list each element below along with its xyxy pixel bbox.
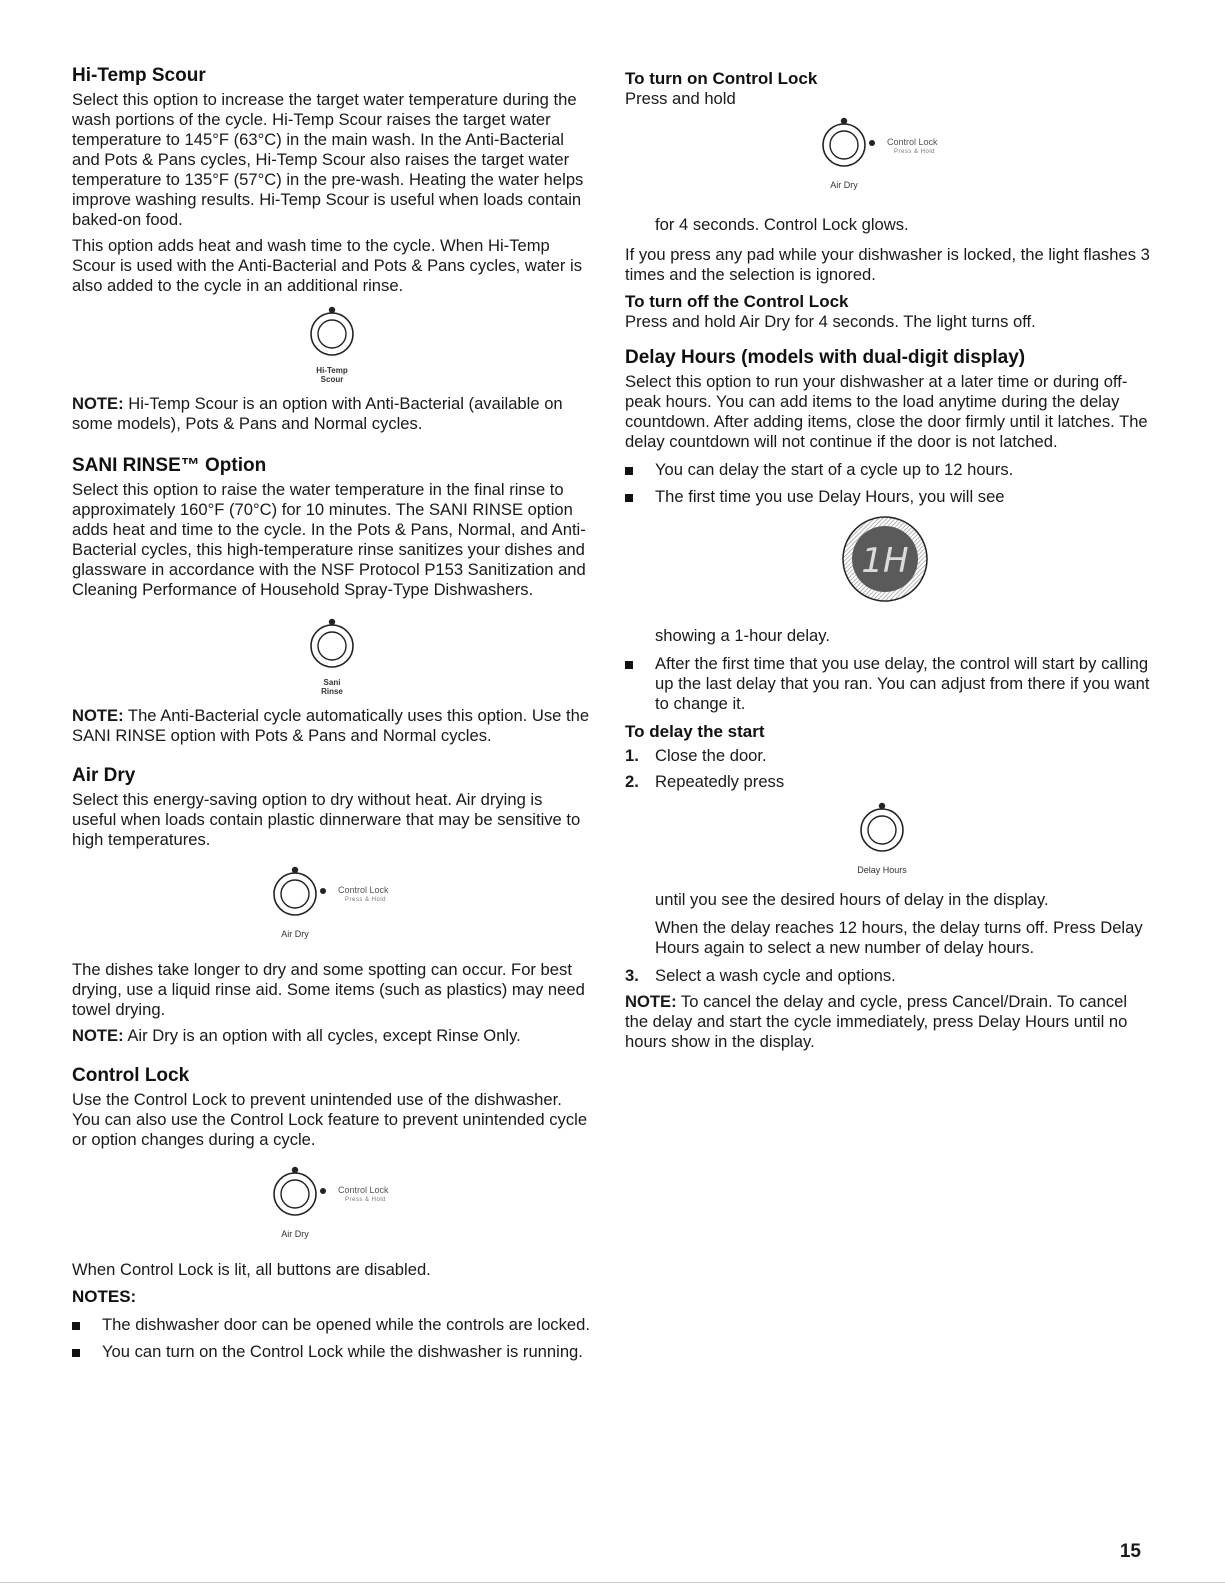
sani-note: NOTE: The Anti-Bacterial cycle automatically uses this option. Use the SANI RINSE option with Pots & Pans and Normal cycles. (72, 706, 590, 745)
delay-when: When the delay reaches 12 hours, the delay turns off. Press Delay Hours again to select a new number of delay hours. (655, 918, 1143, 957)
sani-heading: SANI RINSE™ Option (72, 455, 267, 476)
controllock-button-icon (270, 1164, 336, 1224)
turn-on-heading: To turn on Control Lock (625, 69, 818, 88)
hitemp-heading: Hi-Temp Scour (72, 65, 206, 86)
left-column (72, 64, 590, 1369)
airdry-paragraph-2: The dishes take longer to dry and some spotting can occur. For best drying, use a liquid rinse aid. Some items (such as plastics) may need towel drying. (72, 960, 585, 1019)
turn-on-button-label: Air Dry (830, 180, 858, 190)
delay-heading: Delay Hours (models with dual-digit display) (625, 347, 1026, 368)
airdry-heading: Air Dry (72, 765, 136, 786)
delay-showing: showing a 1-hour delay. (655, 626, 830, 645)
list-item: You can delay the start of a cycle up to 12 hours. (625, 460, 1150, 480)
list-item: 2. Repeatedly press (625, 772, 785, 791)
controllock-paragraph-2: When Control Lock is lit, all buttons are disabled. (72, 1260, 431, 1279)
list-item: After the first time that you use delay, the control will start by calling up the last delay that you ran. You can adjust from there if you want to change it. (625, 654, 1150, 714)
hitemp-paragraph-2: This option adds heat and wash time to the cycle. When Hi-Temp Scour is used with the Anti-Bacterial and Pots & Pans cycles, water is also added to the cycle in an additional rinse. (72, 236, 583, 295)
airdry-button-label: Air Dry (281, 929, 309, 939)
right-column (625, 64, 1150, 1058)
hitemp-button-icon (307, 304, 357, 364)
delay-note: NOTE: To cancel the delay and cycle, press Cancel/Drain. To cancel the delay and start the cycle immediately, press Delay Hours until no hours show in the display. (625, 992, 1128, 1051)
delay-display-digits: 1H (861, 541, 909, 581)
list-item: You can turn on the Control Lock while the dishwasher is running. (72, 1342, 590, 1362)
turn-off-paragraph: Press and hold Air Dry for 4 seconds. The light turns off. (625, 312, 1036, 331)
delay-display-icon (840, 514, 930, 604)
turn-on-paragraph-2: for 4 seconds. Control Lock glows. (655, 215, 909, 234)
airdry-button-figure (72, 856, 590, 960)
airdry-button-icon (270, 864, 336, 924)
delay-paragraph: Select this option to run your dishwasher at a later time or during off-peak hours. You can add items to the load anytime during the delay countdown. After adding items, close the door firmly until it latches. The delay countdown will not continue if the door is not latched. (625, 372, 1148, 451)
turn-on-lock-label: Control Lock (887, 137, 938, 147)
airdry-lock-sublabel: Press & Hold (345, 897, 387, 903)
delay-until: until you see the desired hours of delay in the display. (655, 890, 1049, 909)
delay-steps-2 (625, 966, 1150, 986)
delay-button-figure (625, 798, 1150, 890)
hitemp-paragraph-1: Select this option to increase the target water temperature during the wash portions of the cycle. Hi-Temp Scour raises the target water temperature to 145°F (63°C) in the main wash. In the Anti-Bacterial and Pots & Pans cycles, Hi-Temp Scour also raises the target water temperature to 135°F (57°C) in the pre-wash. Heating the water helps improve washing results. Hi-Temp Scour is useful when loads contain baked-on food. (72, 90, 584, 229)
delay-bullets-2 (625, 654, 1150, 714)
turn-off-heading: To turn off the Control Lock (625, 292, 849, 311)
airdry-paragraph-1: Select this energy-saving option to dry without heat. Air drying is useful when loads contain plastic dinnerware that may be sensitive to high temperatures. (72, 790, 581, 849)
controllock-notes-heading: NOTES: (72, 1287, 137, 1306)
airdry-lock-label: Control Lock (338, 885, 389, 895)
controllock-paragraph-1: Use the Control Lock to prevent unintended use of the dishwasher. You can also use the Control Lock feature to prevent unintended cycle or option changes during a cycle. (72, 1090, 588, 1149)
delay-button-icon (857, 800, 907, 860)
hitemp-button-figure (72, 302, 590, 394)
turn-on-lock-sublabel: Press & Hold (894, 149, 936, 155)
turn-on-paragraph-1: Press and hold (625, 89, 736, 108)
turn-on-paragraph-3: If you press any pad while your dishwasher is locked, the light flashes 3 times and the selection is ignored. (625, 245, 1150, 284)
sani-button-icon (307, 616, 357, 676)
delay-display-figure (625, 514, 1150, 626)
sani-button-label: Sani Rinse (321, 678, 343, 696)
list-item: The dishwasher door can be opened while the controls are locked. (72, 1315, 590, 1335)
list-item: The first time you use Delay Hours, you will see (625, 487, 1150, 507)
turn-on-button-figure (625, 115, 1150, 215)
delay-steps (625, 746, 1150, 792)
delay-bullets (625, 460, 1150, 507)
delay-button-label: Delay Hours (857, 865, 907, 875)
controllock-heading: Control Lock (72, 1065, 190, 1086)
bottom-rule (0, 1582, 1225, 1583)
hitemp-button-label: Hi-Temp Scour (316, 366, 348, 384)
list-item: 1. Close the door. (625, 746, 767, 765)
turn-on-button-icon (819, 115, 885, 175)
sani-paragraph: Select this option to raise the water temperature in the final rinse to approximately 160°F (70°C) for 10 minutes. The SANI RINSE option adds heat and time to the cycle. In the Pots & Pans, Normal, and Anti-Bacterial cycles, this high-temperature rinse sanitizes your dishes and glassware in accordance with the NSF Protocol P153 Sanitization and Cleaning Performance of Household Spray-Type Dishwashers. (72, 480, 586, 599)
controllock-lock-sublabel: Press & Hold (345, 1197, 387, 1203)
controllock-button-figure (72, 1156, 590, 1260)
controllock-button-label: Air Dry (281, 1229, 309, 1239)
sani-button-figure (72, 606, 590, 706)
page-number: 15 (1119, 1541, 1141, 1562)
controllock-notes-list (72, 1315, 590, 1362)
airdry-note: NOTE: Air Dry is an option with all cycles, except Rinse Only. (72, 1026, 521, 1045)
controllock-lock-label: Control Lock (338, 1185, 389, 1195)
delay-start-heading: To delay the start (625, 722, 765, 741)
list-item: 3. Select a wash cycle and options. (625, 966, 896, 985)
hitemp-note: NOTE: Hi-Temp Scour is an option with Anti-Bacterial (available on some models), Pots & Pans and Normal cycles. (72, 394, 563, 433)
